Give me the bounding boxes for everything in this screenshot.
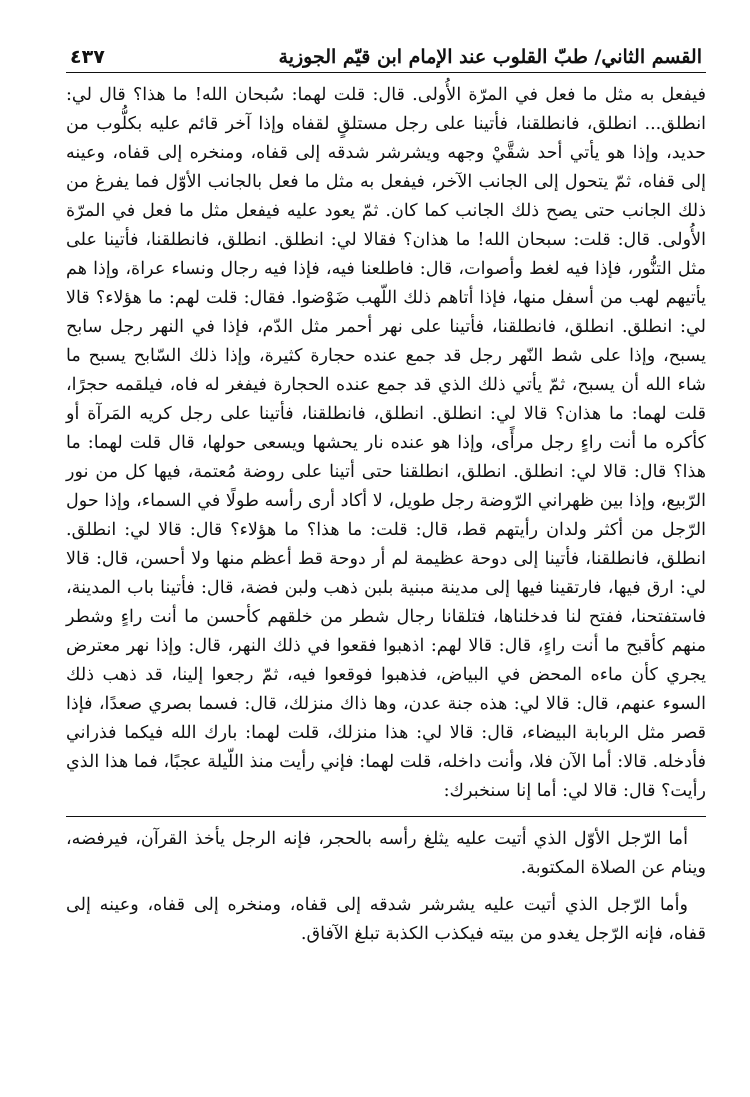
running-header	[66, 40, 706, 70]
book-page	[66, 40, 706, 957]
page-number: ٤٣٧	[70, 46, 105, 68]
section-divider	[66, 816, 706, 817]
page-body	[66, 81, 706, 949]
header-title: القسم الثاني/ طبّ القلوب عند الإمام ابن قيّم الجوزية	[278, 46, 702, 68]
header-rule	[66, 72, 706, 73]
explanation-paragraph-1: أما الرّجل الأوّل الذي أتيت عليه يثلغ رأسه بالحجر، فإنه الرجل يأخذ القرآن، فيرفضه، وينام عن الصلاة المكتوبة.	[66, 829, 706, 878]
hadith-paragraph: فيفعل به مثل ما فعل في المرّة الأُولى. قال: قلت لهما: سُبحان الله! ما هذا؟ قال لي: انطلق... انطلق، فانطلقنا، فأتينا على رجل مستلقٍ لقفاه وإذا آخر قائم عليه بكلُّوب من حديد، وإذا هو يأتي أحد شقَّيْ وجهه ويشرشر شدقه إلى قفاه، ومنخره إلى قفاه، وعينه إلى قفاه، ثمّ يتحول إلى الجانب الآخر، فيفعل به مثل ما فعل بالجانب الأوّل فما يفرغ من ذلك الجانب حتى يصح ذلك الجانب كما كان. ثمّ يعود عليه فيفعل مثل ما فعل في المرّة الأُولى. قال: قلت: سبحان الله! ما هذان؟ فقالا لي: انطلق. انطلق، فانطلقنا، فأتينا على مثل التنُّور، فإذا فيه لغط وأصوات، قال: فاطلعنا فيه، فإذا فيه رجال ونساء عراة، وإذا هم يأتيهم لهب من أسفل منها، فإذا أتاهم ذلك اللّهب ضَوْضوا. فقال: قلت لهم: ما هؤلاء؟ قالا لي: انطلق. انطلق، فانطلقنا، فأتينا على نهر أحمر مثل الدّم، فإذا في النهر رجل سابح يسبح، وإذا على شط النّهر رجل قد جمع عنده حجارة كثيرة، وإذا ذلك السّابح يسبح ما شاء الله أن يسبح، ثمّ يأتي ذلك الذي قد جمع عنده الحجارة فيفغر له فاه، فيلقمه حجرًا، قلت لهما: ما هذان؟ قالا لي: انطلق. انطلق، فانطلقنا، فأتينا على رجل كريه المَرآة أو كأكره ما أنت راءٍ رجل مرأًى، وإذا هو عنده نار يحشها ويسعى حولها، قال قلت لهما: ما هذا؟ قال: قالا لي: انطلق. انطلق، انطلقنا حتى أتينا على روضة مُعتمة، فيها كل من نور الرّبيع، وإذا بين ظهراني الرّوضة رجل طويل، لا أكاد أرى رأسه طولًا في السماء، وإذا حول الرّجل من أكثر ولدان رأيتهم قط، قال: قلت: ما هذا؟ ما هؤلاء؟ قال: قالا لي: انطلق. انطلق، فانطلقنا، فأتينا إلى دوحة عظيمة لم أر دوحة قط أعظم منها ولا أحسن، قال: قالا لي: ارق فيها، فارتقينا فيها إلى مدينة مبنية بلبن ذهب ولبن فضة، قال: فأتينا باب المدينة، فاستفتحنا، ففتح لنا فدخلناها، فتلقانا رجال شطر من خلقهم كأحسن ما أنت راءٍ وشطر منهم كأقبح ما أنت راءٍ، قال: قالا لهم: اذهبوا فقعوا في ذلك النهر، قال: وإذا نهر معترض يجري كأن ماءه المحض في البياض، فذهبوا فوقعوا فيه، ثمّ رجعوا إلينا، قد ذهب ذلك السوء عنهم، قال: قالا لي: هذه جنة عدن، وها ذاك منزلك، قال: فسما بصري صعدًا، فإذا قصر مثل الربابة البيضاء، قال: قالا لي: هذا منزلك، قلت لهما: بارك الله فيكما فذراني فأدخله. قالا: أما الآن فلا، وأنت داخله، قلت لهما: فإني رأيت منذ اللّيلة عجبًا، فما هذا الذي رأيت؟ قال: قالا لي: أما إنا سنخبرك:	[66, 85, 706, 801]
explanation-paragraph-2: وأما الرّجل الذي أتيت عليه يشرشر شدقه إلى قفاه، ومنخره إلى قفاه، وعينه إلى قفاه، فإنه الرّجل يغدو من بيته فيكذب الكذبة تبلغ الآفاق.	[66, 895, 706, 944]
